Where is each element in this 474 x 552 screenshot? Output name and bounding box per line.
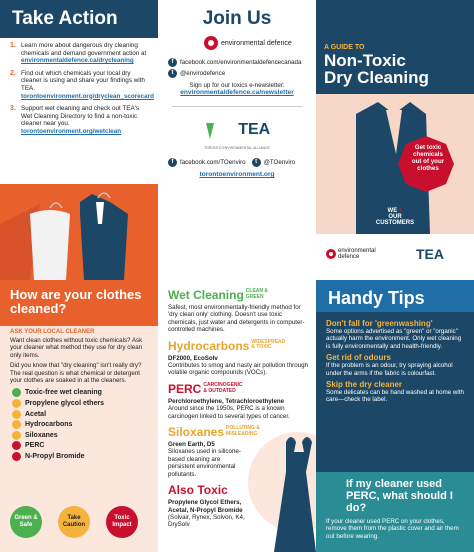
methods-panel: Wet Cleaning CLEAN & GREEN Safest, most environmentally-friendly method for 'dry clean only' clothing. Doesn't use toxic chemicals, just water and detergents in computer-controlled machines. Hydrocarbons WIDESPREAD & TOXIC DF2000, EcoSolv Contributes to smog and nasty air pollution through volatile organic compounds (VOCs). PERC CARCINOGENIC & OUTDATED Perchloroethylene, Tetrachloroethylene Around since the 1950s, PERC is a known carcinogen linked to several types of cancer. Siloxanes POLLUTING & MISLEADING Green Earth, D5 Siloxanes used in silicone-based cleaning are persistent environmental pollutants. Also Toxic Propylene Glycol Ethers, Acetal, N-Propyl Bromide (Solvair, Rynex, Solvon, K4, DrySolv <box>158 280 316 552</box>
stop-sign: Get toxic chemicals out of your clothes <box>411 144 445 172</box>
link-scorecard[interactable]: torontoenvironment.org/dryclean_scorecard <box>21 92 154 100</box>
list-item: Hydrocarbons <box>12 420 158 429</box>
twitter-icon: t <box>168 69 177 78</box>
twitter-row-1: t @envirodefence <box>168 69 316 78</box>
facebook-icon: f <box>168 158 177 167</box>
also-toxic-heading: Also Toxic <box>168 483 228 498</box>
list-item: 1. Learn more about dangerous dry cleaning chemicals and demand government action at environmentaldefence.ca/drycleaning <box>10 42 147 65</box>
cover-title: Non-Toxic Dry Cleaning <box>324 51 429 87</box>
wet-cleaning-heading: Wet Cleaning CLEAN & GREEN <box>168 288 269 302</box>
org-logo-ed: environmental defence <box>204 36 316 50</box>
environmental-defence-logo-icon <box>204 36 218 50</box>
facebook-row-1: f facebook.com/environmentaldefencecanada <box>168 58 316 67</box>
heart-icon: ♥ <box>398 208 403 214</box>
newsletter-link[interactable]: environmentaldefence.ca/newsletter <box>180 89 294 96</box>
tea-logo-icon <box>204 121 234 141</box>
list-item: Acetal <box>12 410 158 419</box>
list-item: Propylene glycol ethers <box>12 399 158 408</box>
link-wetclean[interactable]: torontoenvironment.org/wetclean <box>21 127 122 135</box>
cover-subtitle: A GUIDE TO <box>324 44 365 51</box>
environmental-defence-logo-icon <box>326 249 336 259</box>
perc-question: If my cleaner used PERC, what should I do? If your cleaner used PERC on your clothes, remove them from the plastic cover and air them out before wearing. <box>316 472 474 552</box>
join-us-panel: Join Us environmental defence f facebook.com/environmentaldefencecanada t @envirodefence Sign up for our toxics e-newsletter: environmentaldefence.ca/newsletter TEA TORONTO ENVIRONMENTAL ALLIANCE f facebook.com/TOenviro t @TOenviro torontoenvironment.org <box>158 0 316 280</box>
list-item: Siloxanes <box>12 431 158 440</box>
handy-tips-title: Handy Tips <box>316 280 474 312</box>
cover-illustration <box>316 94 474 234</box>
facebook-icon: f <box>168 58 177 67</box>
customers-tag: WE ♥ OUR CUSTOMERS <box>375 208 415 226</box>
clothes-cleaned-panel: How are your clothes cleaned? ASK YOUR LOCAL CLEANER Want clean clothes without toxic chemicals? Ask your cleaner what method they use for dry clean only items. Did you know that "dry cleaning" isn't really dry? The real question is what chemical or detergent your clothes are soaked in at the cleaners. Toxic-free wet cleaning Propylene glycol ethers Acetal Hydrocarbons Siloxanes PERC N-Propyl Bromide Green & Safe Take Caution Toxic Impact <box>0 280 158 552</box>
org-logo-tea: TEA TORONTO ENVIRONMENTAL ALLIANCE <box>204 121 271 150</box>
list-item: PERC <box>12 441 158 450</box>
link-drycleaning[interactable]: environmentaldefence.ca/drycleaning <box>21 57 134 65</box>
twitter-icon: t <box>252 158 261 167</box>
cover-panel <box>316 0 474 280</box>
hydrocarbons-heading: Hydrocarbons WIDESPREAD & TOXIC <box>168 338 286 353</box>
handy-tips-panel <box>316 280 474 552</box>
siloxanes-heading: Siloxanes POLLUTING & MISLEADING <box>168 425 260 440</box>
join-us-title: Join Us <box>202 8 272 29</box>
toronto-site-link[interactable]: torontoenvironment.org <box>199 171 275 178</box>
perc-heading: PERC CARCINOGENIC & OUTDATED <box>168 381 243 396</box>
dress-illustration <box>246 412 316 552</box>
chemical-list <box>0 388 158 461</box>
take-action-title: Take Action <box>0 0 158 38</box>
cover-logos: environmental defence TEA <box>316 234 474 280</box>
facebook-row-2: f facebook.com/TOenviro t @TOenviro <box>168 158 316 167</box>
toxic-impact-badge: Toxic Impact <box>106 506 138 538</box>
take-caution-badge: Take Caution <box>58 506 90 538</box>
list-item: N-Propyl Bromide <box>12 452 158 461</box>
take-action-panel <box>0 0 158 280</box>
list-item: 3. Support wet cleaning and check out TEA's Wet Cleaning Directory to find a non-toxic cleaner near you. torontoenvironment.org/wetclean <box>10 105 139 135</box>
list-item: 2. Find out which chemicals your local dry cleaner is using and share your findings with TEA. torontoenvironment.org/dryclean_scorecard <box>10 69 154 100</box>
tips-list: Don't fall for 'greenwashing' Some options advertised as "green" or "organic" actually harm the environment. Only wet cleaning is fully environmentally and health-friendly. Get rid of odours If the problem is an odour, try spraying alcohol under the arms if the fabric is colourfast. Skip the dry cleaner Some delicates can be hand washed at home with care—check the label. <box>316 312 474 472</box>
green-safe-badge: Green & Safe <box>10 506 42 538</box>
clothes-illustration <box>0 184 158 280</box>
clothes-cleaned-title: How are your clothes cleaned? <box>0 280 158 326</box>
list-item: Toxic-free wet cleaning <box>12 388 158 397</box>
take-action-list <box>0 38 158 136</box>
